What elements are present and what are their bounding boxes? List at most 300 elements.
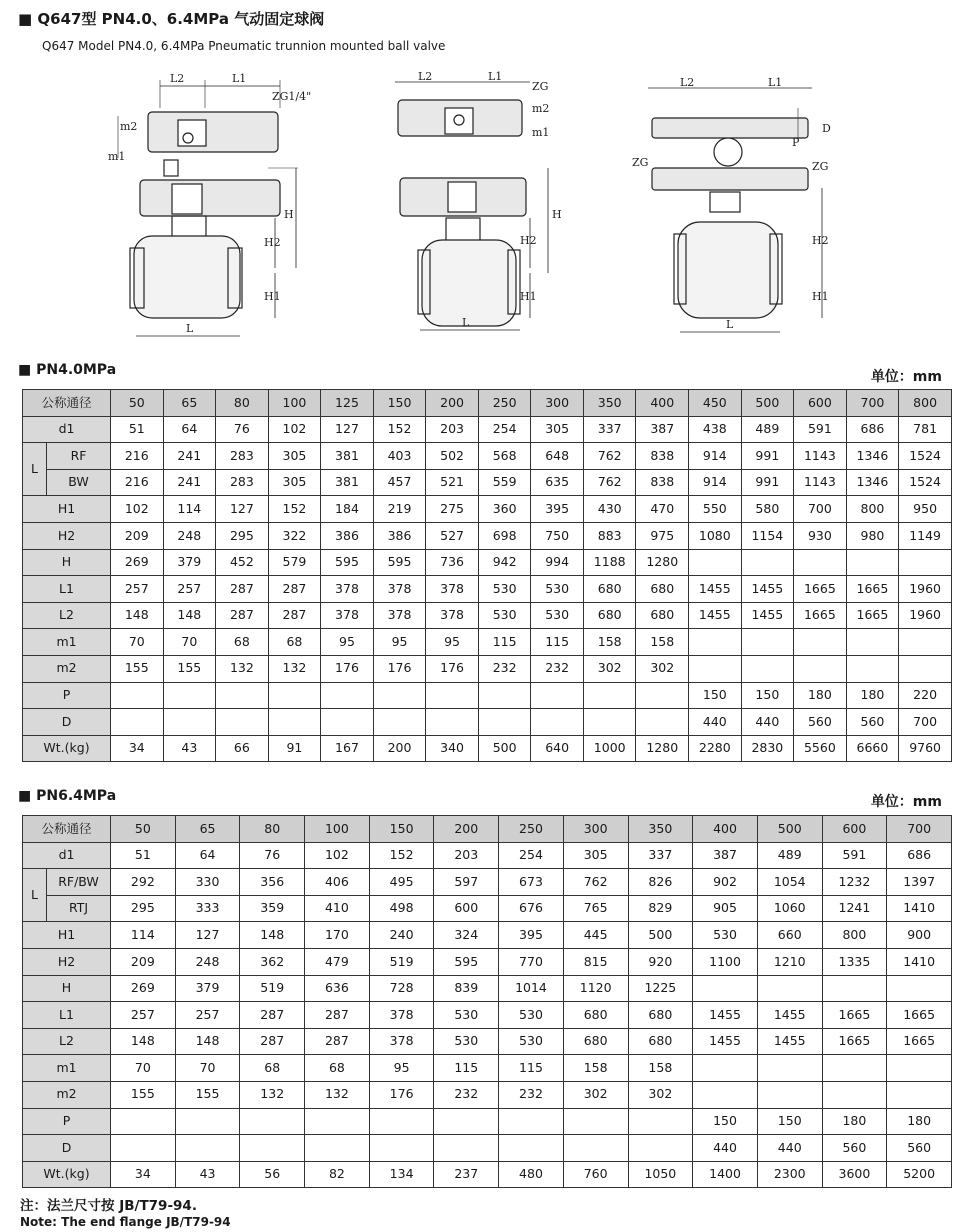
table-cell: 1241 [822, 895, 887, 922]
table-cell: 378 [369, 1002, 434, 1029]
table-row [23, 869, 952, 896]
table-row [23, 549, 952, 576]
table-cell [373, 682, 426, 709]
table-cell: 1524 [899, 469, 952, 496]
size-header-cell: 65 [163, 390, 216, 417]
table-cell: 337 [628, 842, 693, 869]
table-row [23, 975, 952, 1002]
row-label: m2 [23, 655, 111, 682]
table-cell: 519 [369, 948, 434, 975]
size-header-cell: 300 [531, 390, 584, 417]
drawing-c-label-l2: L2 [680, 76, 695, 89]
table-cell: 1665 [846, 576, 899, 603]
title-en: Q647 Model PN4.0, 6.4MPa Pneumatic trunnion mounted ball valve [42, 39, 446, 53]
table-cell: 680 [628, 1028, 693, 1055]
table-cell: 406 [305, 869, 370, 896]
table-cell: 519 [240, 975, 305, 1002]
table-cell: 1346 [846, 469, 899, 496]
table-cell: 387 [693, 842, 758, 869]
drawing-c-label-zg-left: ZG [632, 156, 649, 169]
table-cell: 132 [305, 1081, 370, 1108]
table-cell: 114 [111, 922, 176, 949]
table-cell: 95 [369, 1055, 434, 1082]
table-cell: 1455 [757, 1028, 822, 1055]
table-cell: 176 [321, 655, 374, 682]
table-cell: 305 [531, 416, 584, 443]
table-cell: 680 [583, 602, 636, 629]
table-cell: 2830 [741, 735, 794, 762]
table-cell: 68 [240, 1055, 305, 1082]
table-cell: 560 [794, 709, 847, 736]
table-row [23, 576, 952, 603]
table-cell: 386 [321, 522, 374, 549]
table-cell: 184 [321, 496, 374, 523]
table-cell: 1455 [757, 1002, 822, 1029]
table-cell: 1455 [689, 602, 742, 629]
table-row [23, 709, 952, 736]
table-cell: 680 [583, 576, 636, 603]
table-cell: 829 [628, 895, 693, 922]
table-cell: 340 [426, 735, 479, 762]
table-cell: 176 [369, 1081, 434, 1108]
row-label: L1 [23, 1002, 111, 1029]
table-cell: 70 [163, 629, 216, 656]
row-label: H2 [23, 948, 111, 975]
table-cell: 1455 [693, 1028, 758, 1055]
table-cell: 680 [628, 1002, 693, 1029]
table-cell: 283 [216, 469, 269, 496]
table-cell: 975 [636, 522, 689, 549]
table-cell: 560 [887, 1135, 952, 1162]
table-cell: 500 [478, 735, 531, 762]
table-cell: 559 [478, 469, 531, 496]
table-cell: 68 [305, 1055, 370, 1082]
table-cell: 595 [321, 549, 374, 576]
drawing-c-label-h2: H2 [812, 234, 829, 247]
table-cell: 700 [794, 496, 847, 523]
table-cell: 1397 [887, 869, 952, 896]
table-cell: 648 [531, 443, 584, 470]
size-header-cell: 150 [373, 390, 426, 417]
table-cell [268, 709, 321, 736]
table-cell: 287 [240, 1002, 305, 1029]
row-group-label-l: L [23, 869, 47, 922]
drawing-a-label-zg: ZG1/4" [272, 90, 312, 103]
table-cell [111, 1135, 176, 1162]
size-header-cell: 125 [321, 390, 374, 417]
table-cell: 287 [268, 576, 321, 603]
table-cell: 470 [636, 496, 689, 523]
table-cell: 152 [369, 842, 434, 869]
table-cell [216, 682, 269, 709]
table-cell [531, 682, 584, 709]
table-cell: 1960 [899, 602, 952, 629]
table-cell: 150 [757, 1108, 822, 1135]
table-cell: 991 [741, 443, 794, 470]
size-header-cell: 700 [887, 816, 952, 843]
table-cell: 762 [563, 869, 628, 896]
table-cell: 815 [563, 948, 628, 975]
row-label: RTJ [47, 895, 111, 922]
table-cell: 386 [373, 522, 426, 549]
table-cell: 530 [478, 602, 531, 629]
table-cell: 762 [583, 443, 636, 470]
table-cell: 902 [693, 869, 758, 896]
table-cell: 698 [478, 522, 531, 549]
table-cell [321, 709, 374, 736]
table-cell: 56 [240, 1161, 305, 1188]
table-row [23, 1135, 952, 1162]
table-cell: 440 [741, 709, 794, 736]
table-cell: 150 [693, 1108, 758, 1135]
table-cell: 1054 [757, 869, 822, 896]
table-cell: 680 [563, 1028, 628, 1055]
drawing-c-label-l1: L1 [768, 76, 783, 89]
table-cell: 673 [499, 869, 564, 896]
table-cell: 1455 [689, 576, 742, 603]
row-label: Wt.(kg) [23, 735, 111, 762]
size-header-cell: 400 [636, 390, 689, 417]
table-row [23, 682, 952, 709]
table-cell: 900 [887, 922, 952, 949]
row-label: D [23, 1135, 111, 1162]
table-cell: 1149 [899, 522, 952, 549]
table-cell: 438 [689, 416, 742, 443]
table-cell: 1232 [822, 869, 887, 896]
row-label: H1 [23, 496, 111, 523]
table-cell: 680 [636, 602, 689, 629]
size-header-cell: 100 [268, 390, 321, 417]
table-cell: 530 [434, 1002, 499, 1029]
table-cell: 158 [628, 1055, 693, 1082]
drawing-a-label-l: L [186, 322, 194, 335]
size-header-cell: 700 [846, 390, 899, 417]
table-cell [583, 682, 636, 709]
table-cell [636, 682, 689, 709]
table-cell: 378 [369, 1028, 434, 1055]
table-cell [369, 1108, 434, 1135]
size-header-cell: 150 [369, 816, 434, 843]
table-cell: 180 [846, 682, 899, 709]
drawing-b-label-h2: H2 [520, 234, 537, 247]
row-label: H [23, 975, 111, 1002]
drawing-c-label-zg-right: ZG [812, 160, 829, 173]
table-cell [499, 1108, 564, 1135]
table-cell: 254 [499, 842, 564, 869]
size-header-cell: 400 [693, 816, 758, 843]
table-cell: 378 [321, 602, 374, 629]
table-cell: 158 [636, 629, 689, 656]
table-cell [757, 1081, 822, 1108]
table-cell: 762 [583, 469, 636, 496]
table-cell [240, 1135, 305, 1162]
table-row [23, 735, 952, 762]
table-cell: 1665 [887, 1002, 952, 1029]
table-cell: 1455 [741, 576, 794, 603]
table-cell: 132 [268, 655, 321, 682]
table-cell: 1188 [583, 549, 636, 576]
table-cell: 378 [426, 602, 479, 629]
table-cell: 883 [583, 522, 636, 549]
table-row [23, 416, 952, 443]
table-cell: 378 [373, 602, 426, 629]
table-cell: 770 [499, 948, 564, 975]
table-cell: 148 [175, 1028, 240, 1055]
table-cell: 362 [240, 948, 305, 975]
table-cell [899, 629, 952, 656]
table-cell: 360 [478, 496, 531, 523]
table-cell: 440 [689, 709, 742, 736]
table-cell: 203 [426, 416, 479, 443]
table-cell [846, 629, 899, 656]
row-label: H [23, 549, 111, 576]
drawing-b-label-l1: L1 [488, 70, 503, 83]
table-cell: 76 [216, 416, 269, 443]
table-cell: 127 [216, 496, 269, 523]
table-cell: 43 [175, 1161, 240, 1188]
table-cell: 521 [426, 469, 479, 496]
table-cell [693, 1055, 758, 1082]
table-cell: 148 [240, 922, 305, 949]
drawing-c [648, 88, 822, 332]
table-cell: 167 [321, 735, 374, 762]
table-cell: 287 [216, 602, 269, 629]
table-cell: 527 [426, 522, 479, 549]
table-cell [822, 1081, 887, 1108]
table-cell: 248 [175, 948, 240, 975]
table-cell: 180 [794, 682, 847, 709]
table-cell: 1000 [583, 735, 636, 762]
table-cell: 1410 [887, 948, 952, 975]
table-cell: 180 [887, 1108, 952, 1135]
table-cell: 155 [111, 655, 164, 682]
table-cell: 839 [434, 975, 499, 1002]
drawing-a-label-m2: m2 [120, 120, 138, 133]
table-header-row [23, 390, 952, 417]
table-cell: 152 [373, 416, 426, 443]
table-cell: 430 [583, 496, 636, 523]
spec-table-pn64 [22, 815, 952, 1188]
table-cell [373, 709, 426, 736]
size-header-cell: 200 [426, 390, 479, 417]
table-cell: 232 [531, 655, 584, 682]
table-cell: 660 [757, 922, 822, 949]
table-cell: 257 [111, 576, 164, 603]
drawing-b-label-l: L [462, 316, 470, 329]
table-cell: 760 [563, 1161, 628, 1188]
table-cell: 403 [373, 443, 426, 470]
unit-label-pn64: 单位：mm [870, 794, 942, 810]
table-row [23, 1055, 952, 1082]
table-cell: 498 [369, 895, 434, 922]
table-cell: 826 [628, 869, 693, 896]
table-cell: 248 [163, 522, 216, 549]
size-header-cell: 600 [794, 390, 847, 417]
table-cell: 330 [175, 869, 240, 896]
table-cell: 381 [321, 469, 374, 496]
table-cell: 680 [636, 576, 689, 603]
table-cell: 1335 [822, 948, 887, 975]
table-cell [240, 1108, 305, 1135]
table-cell: 2300 [757, 1161, 822, 1188]
nominal-size-label: 公称通径 [23, 390, 111, 417]
row-label: RF [47, 443, 111, 470]
table-cell: 600 [434, 895, 499, 922]
table-cell: 800 [846, 496, 899, 523]
table-cell: 176 [373, 655, 426, 682]
table-cell: 232 [478, 655, 531, 682]
row-label: P [23, 682, 111, 709]
note-en: Note: The end flange JB/T79-94 [20, 1215, 231, 1229]
drawing-c-label-d: D [822, 122, 831, 135]
table-cell: 479 [305, 948, 370, 975]
table-cell: 283 [216, 443, 269, 470]
size-header-cell: 50 [111, 390, 164, 417]
table-cell: 200 [373, 735, 426, 762]
drawing-c-label-l: L [726, 318, 734, 331]
table-cell [741, 655, 794, 682]
table-cell: 150 [689, 682, 742, 709]
table-cell: 1455 [741, 602, 794, 629]
table-cell: 287 [240, 1028, 305, 1055]
valve-drawings [100, 68, 860, 350]
table-cell: 356 [240, 869, 305, 896]
table-cell [741, 549, 794, 576]
table-cell: 292 [111, 869, 176, 896]
table-cell [846, 549, 899, 576]
table-cell: 781 [899, 416, 952, 443]
table-cell: 275 [426, 496, 479, 523]
drawing-a-label-h2: H2 [264, 236, 281, 249]
table-cell: 324 [434, 922, 499, 949]
table-cell [899, 655, 952, 682]
table-cell: 132 [240, 1081, 305, 1108]
note-cn: 注：法兰尺寸按 JB/T79-94. [20, 1198, 197, 1214]
drawing-b-label-m2: m2 [532, 102, 550, 115]
table-cell: 337 [583, 416, 636, 443]
size-header-cell: 500 [757, 816, 822, 843]
table-cell: 66 [216, 735, 269, 762]
table-cell: 568 [478, 443, 531, 470]
table-cell: 359 [240, 895, 305, 922]
table-cell: 254 [478, 416, 531, 443]
table-cell: 43 [163, 735, 216, 762]
table-cell: 70 [111, 1055, 176, 1082]
table-cell: 82 [305, 1161, 370, 1188]
table-row [23, 895, 952, 922]
table-cell: 445 [563, 922, 628, 949]
table-cell [369, 1135, 434, 1162]
table-cell: 530 [478, 576, 531, 603]
table-cell: 1120 [563, 975, 628, 1002]
table-cell: 410 [305, 895, 370, 922]
table-cell: 95 [373, 629, 426, 656]
drawing-a-label-h1: H1 [264, 290, 281, 303]
row-label: d1 [23, 842, 111, 869]
row-label: RF/BW [47, 869, 111, 896]
row-label: d1 [23, 416, 111, 443]
table-cell [693, 975, 758, 1002]
table-cell: 1524 [899, 443, 952, 470]
size-header-cell: 100 [305, 816, 370, 843]
table-cell: 64 [175, 842, 240, 869]
drawing-c-label-h1: H1 [812, 290, 829, 303]
table-cell: 257 [163, 576, 216, 603]
table-cell: 379 [175, 975, 240, 1002]
table-cell: 305 [268, 469, 321, 496]
table-cell [111, 1108, 176, 1135]
table-cell: 480 [499, 1161, 564, 1188]
table-cell: 148 [111, 1028, 176, 1055]
size-header-cell: 350 [628, 816, 693, 843]
table-cell: 170 [305, 922, 370, 949]
table-cell: 1154 [741, 522, 794, 549]
table-header-row [23, 816, 952, 843]
table-cell [163, 682, 216, 709]
row-label: L2 [23, 602, 111, 629]
table-cell: 115 [434, 1055, 499, 1082]
table-cell: 378 [321, 576, 374, 603]
table-cell [899, 549, 952, 576]
table-cell: 287 [305, 1028, 370, 1055]
table-cell: 51 [111, 842, 176, 869]
table-cell: 34 [111, 1161, 176, 1188]
table-row [23, 1081, 952, 1108]
table-cell [305, 1108, 370, 1135]
table-cell: 302 [636, 655, 689, 682]
table-cell [268, 682, 321, 709]
table-cell: 1665 [822, 1028, 887, 1055]
table-cell: 530 [693, 922, 758, 949]
table-cell: 115 [478, 629, 531, 656]
table-cell [434, 1135, 499, 1162]
table-row [23, 948, 952, 975]
table-cell [175, 1108, 240, 1135]
table-cell: 838 [636, 443, 689, 470]
row-label: P [23, 1108, 111, 1135]
table-row [23, 1108, 952, 1135]
drawing-c-label-p: P [792, 136, 800, 149]
table-cell: 70 [111, 629, 164, 656]
table-cell: 457 [373, 469, 426, 496]
drawing-b-label-h1: H1 [520, 290, 537, 303]
table-cell: 64 [163, 416, 216, 443]
row-group-label-l: L [23, 443, 47, 496]
table-cell [321, 682, 374, 709]
unit-label-pn40: 单位：mm [870, 369, 942, 385]
table-cell [478, 709, 531, 736]
table-row [23, 522, 952, 549]
table-cell [563, 1108, 628, 1135]
table-cell: 220 [899, 682, 952, 709]
table-cell: 489 [757, 842, 822, 869]
table-cell [111, 682, 164, 709]
table-cell: 152 [268, 496, 321, 523]
table-cell [689, 549, 742, 576]
drawing-b-label-h: H [552, 208, 562, 221]
table-cell: 70 [175, 1055, 240, 1082]
table-cell: 530 [531, 576, 584, 603]
table-cell: 1665 [794, 576, 847, 603]
table-cell: 9760 [899, 735, 952, 762]
table-cell [794, 629, 847, 656]
table-cell: 1143 [794, 443, 847, 470]
table-cell: 322 [268, 522, 321, 549]
table-cell: 219 [373, 496, 426, 523]
row-label: H2 [23, 522, 111, 549]
table-cell: 180 [822, 1108, 887, 1135]
table-cell: 102 [111, 496, 164, 523]
